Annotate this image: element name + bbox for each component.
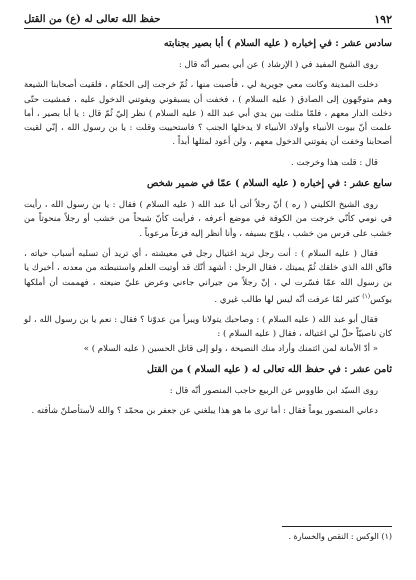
paragraph: دخلت المدينة وكانت معي جويرية لي ، فأصبت منها ، ثُمّ خرجت إلى الحمّام ، فلقيت أصحابنا الشيعة وهم متوجّهون إلى الصادق ( عليه السلام ) ، فخفت أن يسبقوني ويفوتني الدخول عليه ، فمشيت حتّى دخلت الدار معهم ، فلمّا مثلت بين يدي أبي عبد الله ( عليه السلام ) نظر إليّ ثُمّ قال : يا أبا بصير ، أما علمت أنّ بيوت الأنبياء وأولاد الأنبياء لا يدخلها الجنب ؟ فاستحييت وقلت : يا بن رسول الله ، إنّي لقيت أصحابنا وخفت أن يفوتني الدخول معهم ، ولن أعود لمثلها أبداً . [24, 80, 392, 148]
footnote-marker: (١) [362, 292, 371, 300]
book-page [24, 10, 392, 570]
footnote-divider [282, 526, 392, 527]
page-body [24, 36, 392, 570]
paragraph [24, 247, 392, 307]
paragraph: فقال أبو عبد الله ( عليه السلام ) : وصاحبك يتولانا ويبرأ من عدوّنا ؟ فقال : نعم يا بن رسول الله ، لو كان ناصبيّاً حلّ لي اغتياله ، فقال ( عليه السلام ) : [24, 315, 392, 340]
paragraph-text: كثير لمّا عرفت أنّه ليس لها طالب غيري . [214, 294, 363, 305]
paragraph: روى الشيخ الكليني ( ره ) أنّ رجلاً أتى أبا عبد الله ( عليه السلام ) فقال : يا بن رسول الله ، رأيت في نومي كأنّي خرجت من الكوفة في موضع أعرفه ، فرأيت كأنّ شبحاً من خشب أو رجلاً منحوتاً من خشب على فرس من خشب ، يلوّح بسيفه ، وأنا أنظر إليه فزعاً مرعوباً . [24, 200, 392, 239]
section-heading: سادس عشر : في إخباره ( عليه السلام ) أبا بصير بجنابته [163, 38, 392, 49]
running-title: حفظ الله تعالى له (ع) من القتل [24, 13, 161, 25]
paragraph: قال : قلت هذا وخرجت . [290, 157, 378, 168]
running-header [24, 10, 392, 29]
page-number: ١٩٢ [374, 12, 392, 26]
quotation: « أدّ الأمانة لمن ائتمنك وأراد منك النصيحة ، ولو إلى قاتل الحسين ( عليه السلام ) » [83, 343, 378, 354]
section-heading: ثامن عشر : في حفظ الله تعالى له ( عليه السلام ) من القتل [146, 363, 392, 375]
paragraph: روى الشيخ المفيد في ( الإرشاد ) عن أبي بصير أنّه قال : [178, 60, 378, 70]
paragraph: روى السيّد ابن طاووس عن الربيع حاجب المنصور أنّه قال : [169, 385, 378, 396]
section-heading: سابع عشر : في إخباره ( عليه السلام ) عمّا في ضمير شخص [146, 178, 392, 190]
paragraph: دعاني المنصور يوماً فقال : أما ترى ما هو هذا يبلغني عن جعفر بن محمّد ؟ والله لأستأصلنّ شأفته . [31, 406, 378, 417]
footnote: (١) الوكس : النقص والخسارة . [288, 532, 392, 541]
paragraph-text: فقال ( عليه السلام ) : أنت رجل تريد اغتيال رجل في معيشته ، أي تريد أن تسلبه أسباب حياته ، فاتّق الله الذي خلقك ثُمّ يميتك ، فقال الرجل : أشهد أنّك قد أوتيت العلم واستنبطته من معدنه ، أخبرك يا بن رسول الله عمّا فسّرت لي ، إنّ رجلاً من جيراني جاءني وعرض عليّ ضيعته ، فهممت أن أملكها بوكس [24, 248, 392, 305]
